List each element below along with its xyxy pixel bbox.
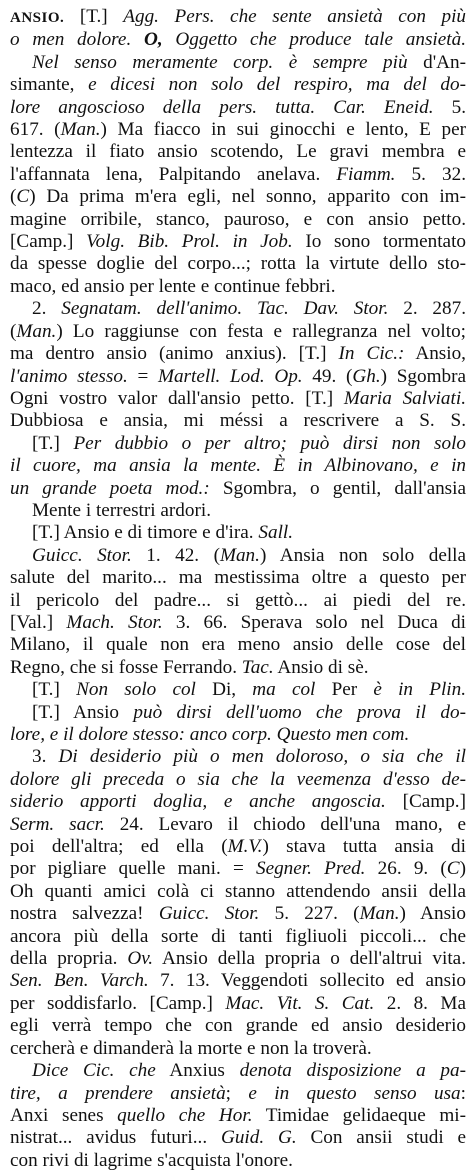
text-line: [10, 1060, 466, 1082]
text-run: Di desiderio più o men doloroso, o sia che il: [58, 746, 466, 768]
text-line: [10, 410, 466, 432]
text-run: lore angoscioso della pers. tutta. Car. Eneid.: [10, 96, 452, 118]
text-run: lore, e il dolore stesso: anco corp. Questo men com.: [10, 724, 410, 745]
text-line: [10, 321, 466, 343]
text-line: [10, 702, 466, 724]
text-run: [Camp.]: [10, 231, 87, 253]
text-line: [10, 1038, 466, 1060]
text-run: nistrat... avidus futuri...: [10, 1127, 221, 1149]
text-run: Sen. Ben. Varch.: [10, 970, 149, 992]
text-line: [10, 545, 466, 567]
text-run: l'affannata lena, Palpitando anelava.: [10, 163, 337, 185]
text-run: quello che Hor.: [117, 1104, 253, 1126]
text-run: 5.: [451, 96, 466, 118]
text-run: Dubbiosa e ansia, mi méssi a rescrivere a S. S.: [10, 410, 466, 432]
text-run: ) Sgombra: [380, 365, 466, 387]
text-line: [10, 29, 466, 51]
text-line: [10, 52, 466, 74]
text-run: Ogni vostro valor dall'ansio petto. [T.]: [10, 387, 344, 409]
text-run: è in Plin.: [373, 679, 466, 701]
text-run: Timidae gelidaeque mi-: [252, 1104, 466, 1126]
text-run: 7. 13. Veggendoti sollecito ed ansio: [148, 970, 466, 992]
text-run: Anxi senes: [10, 1104, 118, 1126]
text-run: [T.] Ansio e di timore e d'ira.: [32, 522, 259, 544]
text-run: Oggetto che produce tale ansietà.: [175, 29, 466, 51]
text-run: ma dentro ansio (animo anxius). [T.]: [10, 343, 339, 365]
text-run: cercherà e dimanderà la morte e non la troverà.: [10, 1037, 372, 1059]
text-run: 2. 287.: [388, 298, 467, 320]
text-run: =: [127, 365, 158, 387]
text-line: [10, 634, 466, 656]
text-run: Regno, che si fosse Ferrando.: [10, 656, 242, 678]
text-run: Milano, il quale non era meno ansio delle cose del: [10, 634, 466, 656]
text-run: Segner. Pred.: [255, 858, 366, 880]
text-run: In Cic.:: [338, 343, 405, 365]
text-run: Ansio della propria o dell'altrui vita.: [153, 948, 466, 970]
text-run: un grande poeta mod.:: [10, 477, 210, 499]
text-line: [10, 993, 466, 1015]
text-line: [10, 388, 466, 410]
text-run: ) Ansia non solo della: [259, 544, 467, 566]
text-run: con rivi di lagrime s'acquista l'onore.: [10, 1149, 293, 1171]
text-line: [10, 657, 466, 679]
entry-ansio: [10, 6, 466, 1172]
text-line: [10, 276, 466, 298]
text-run: Segnatam. dell'animo. Tac. Dav. Stor.: [61, 298, 389, 320]
text-run: lentezza il fiato ansio scotendo, Le gravi membra e: [10, 141, 466, 163]
text-line: [10, 253, 466, 275]
text-run: 617. (: [10, 119, 61, 141]
text-run: Nel senso meramente corp. è sempre più: [32, 51, 424, 73]
text-run: (: [10, 186, 17, 208]
text-run: il pericolo del padre... si gettò... ai piedi del re.: [10, 589, 466, 611]
text-run: 3. 66. Sperava solo nel Duca di: [162, 611, 466, 633]
text-run: Con ansii studi e: [296, 1127, 467, 1149]
text-run: siderio apporti doglia, e anche angoscia.: [10, 791, 386, 813]
text-run: [T.]: [32, 432, 74, 454]
text-line: [10, 1127, 466, 1149]
text-run: Man.: [60, 119, 101, 141]
text-run: da spesse doglie del corpo...; rotta la virtute dello sto-: [10, 253, 466, 275]
text-run: dolore gli preceda o sia che la veemenza d'esso de-: [10, 768, 466, 790]
text-run: Man.: [16, 320, 57, 342]
text-run: Guicc. Stor.: [158, 903, 260, 925]
text-run: Mach. Stor.: [66, 611, 163, 633]
text-line: [10, 141, 466, 163]
text-run: M.V.: [227, 836, 263, 858]
text-run: ) Ansio: [399, 903, 466, 925]
text-line: [10, 970, 466, 992]
text-run: e in questo senso usa: [248, 1082, 461, 1104]
text-run: ): [459, 858, 466, 880]
text-line: [10, 590, 466, 612]
text-run: e dicesi non solo del respiro, ma del do-: [88, 74, 466, 96]
text-run: maco, ed ansio per lente e continue febbri.: [10, 275, 336, 297]
text-run: Man.: [219, 544, 260, 566]
text-run: Fiamm.: [336, 163, 396, 185]
text-line: [10, 679, 466, 701]
text-run: 5. 227. (: [259, 903, 360, 925]
text-run: por pigliare quelle mani. =: [10, 858, 256, 880]
text-run: Sgombra, o gentil, dall'ansia: [209, 477, 466, 499]
text-run: C: [446, 858, 460, 880]
text-run: 2. 8. Ma: [374, 992, 466, 1014]
text-run: Per: [315, 679, 374, 701]
text-run: 5. 32.: [395, 163, 466, 185]
text-run: ) Ma fiacco in sui ginocchi e lento, E per: [100, 119, 466, 141]
text-run: [Val.]: [10, 611, 67, 633]
text-run: d'An-: [423, 51, 466, 73]
text-run: Non solo col: [76, 679, 196, 701]
text-run: Tac.: [241, 656, 274, 678]
text-run: simante,: [10, 74, 89, 96]
text-line: [10, 74, 466, 96]
text-run: Ov.: [127, 948, 154, 970]
text-run: Maria Salviati.: [343, 387, 466, 409]
text-line: [10, 209, 466, 231]
text-line: [10, 433, 466, 455]
text-run: [T.]: [32, 679, 77, 701]
text-run: l'animo stesso.: [10, 365, 128, 387]
text-run: Dice Cic. che: [32, 1060, 156, 1082]
text-run: denota disposizione a pa-: [239, 1060, 466, 1082]
text-run: Di,: [195, 679, 253, 701]
text-run: Serm. sacr.: [10, 813, 105, 835]
text-line: [10, 186, 466, 208]
text-line: [10, 836, 466, 858]
text-run: magine orribile, stanco, pauroso, e con ansio petto.: [10, 208, 466, 230]
text-line: [10, 769, 466, 791]
text-run: 49. (: [302, 365, 353, 387]
text-run: Mente i terrestri ardori.: [32, 499, 212, 521]
text-line: [10, 1015, 466, 1037]
text-run: C: [16, 186, 30, 208]
text-line: [10, 6, 466, 29]
text-line: [10, 231, 466, 253]
text-run: Sall.: [258, 522, 294, 544]
text-run: ancora più della sorte di tanti figliuoli piccoli... che: [10, 925, 466, 947]
text-run: [T.]: [64, 6, 124, 27]
text-run: tire, a prendere ansietà: [10, 1082, 226, 1104]
text-line: [10, 724, 466, 746]
text-run: O,: [144, 29, 176, 51]
text-run: Man.: [359, 903, 400, 925]
text-line: [10, 814, 466, 836]
text-run: nostra salvezza!: [10, 903, 159, 925]
text-line: [10, 522, 466, 544]
text-run: ) Lo raggiunse con festa e rallegranza nel volto;: [56, 320, 466, 342]
text-run: Volg. Bib. Prol. in Job.: [86, 231, 293, 253]
text-line: [10, 1150, 466, 1172]
text-run: [Camp.]: [385, 791, 466, 813]
text-line: [10, 1083, 466, 1105]
text-line: [10, 791, 466, 813]
text-line: [10, 97, 466, 119]
text-line: [10, 366, 466, 388]
text-run: 24. Levaro il chiodo dell'una mano, e: [104, 813, 466, 835]
text-line: [10, 567, 466, 589]
text-line: [10, 858, 466, 880]
text-run: Guid. G.: [220, 1127, 297, 1149]
text-run: per soddisfarlo. [Camp.]: [10, 992, 226, 1014]
text-run: Ansio,: [404, 343, 466, 365]
text-run: Guicc. Stor.: [32, 544, 132, 566]
text-run: poi dell'altra; ed ella (: [10, 836, 228, 858]
text-run: o men dolore.: [10, 29, 144, 51]
text-run: Per dubbio o per altro; può dirsi non solo: [73, 432, 466, 454]
text-run: egli verrà tempo che con grande ed ansio desiderio: [10, 1015, 466, 1037]
text-run: Mac. Vit. S. Cat.: [225, 992, 375, 1014]
text-run: Agg. Pers. che sente ansietà con più: [123, 6, 467, 27]
text-run: ma col: [252, 679, 316, 701]
text-run: Anxius: [155, 1060, 240, 1082]
text-line: [10, 881, 466, 903]
text-line: [10, 948, 466, 970]
text-run: :: [460, 1082, 466, 1104]
text-run: Gh.: [352, 365, 381, 387]
text-line: [10, 500, 466, 522]
text-line: [10, 455, 466, 477]
text-run: 2.: [32, 298, 62, 320]
text-run: Martell. Lod. Op.: [157, 365, 303, 387]
text-run: ) Da prima m'era egli, nel sonno, apparito con im-: [29, 186, 466, 208]
text-line: [10, 926, 466, 948]
text-run: 3.: [32, 746, 59, 768]
text-line: [10, 746, 466, 768]
text-run: il cuore, ma ansia la mente. È in Albinovano, e in: [10, 455, 466, 477]
text-run: Ansio di sè.: [273, 656, 369, 678]
text-line: [10, 343, 466, 365]
text-run: ;: [225, 1082, 249, 1104]
text-run: salute del marito... ma mestissima oltre a questo per: [10, 567, 466, 589]
text-line: [10, 164, 466, 186]
text-run: 26. 9. (: [365, 858, 447, 880]
text-run: Oh quanti amici colà ci stanno attendendo ansii della: [10, 880, 466, 902]
text-run: della propria.: [10, 948, 128, 970]
text-line: [10, 1105, 466, 1127]
text-run: [T.] Ansio: [32, 701, 134, 723]
text-run: 1. 42. (: [131, 544, 220, 566]
text-line: [10, 478, 466, 500]
text-run: ) stava tutta ansia di: [262, 836, 466, 858]
text-run: può dirsi dell'uomo che prova il do-: [133, 701, 466, 723]
text-run: ANSIO.: [10, 10, 65, 26]
text-line: [10, 298, 466, 320]
text-run: Io sono tormentato: [292, 231, 466, 253]
text-line: [10, 612, 466, 634]
text-run: (: [10, 320, 17, 342]
text-line: [10, 119, 466, 141]
text-line: [10, 903, 466, 925]
